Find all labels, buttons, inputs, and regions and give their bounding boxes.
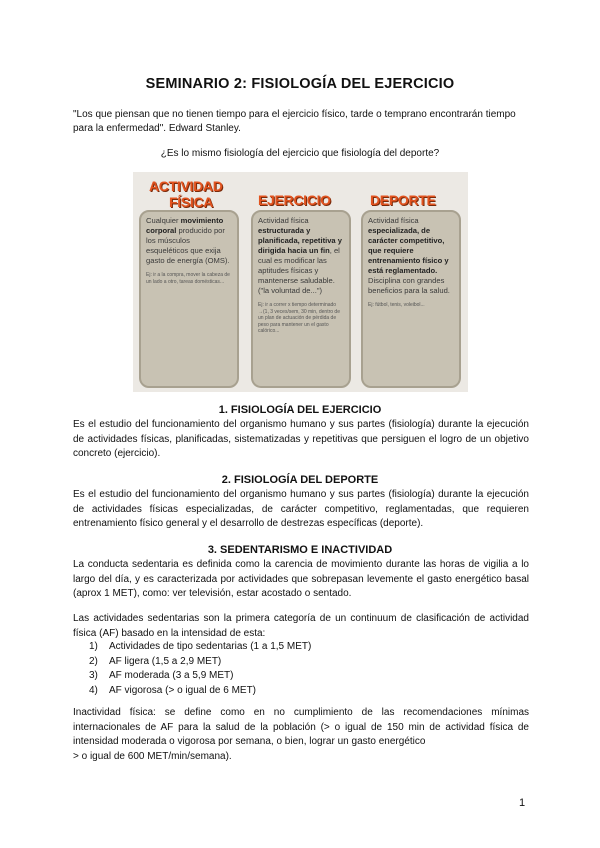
section-heading: 1. FISIOLOGÍA DEL EJERCICIO — [218, 404, 382, 416]
card-header-actividad: ACTIVIDAD — [149, 178, 223, 194]
section-heading: 2. FISIOLOGÍA DEL DEPORTE — [221, 474, 379, 486]
list-item: 2) AF ligera (1,5 a 2,9 MET) — [89, 655, 222, 667]
list-item: 1) Actividades de tipo sedentarias (1 a 1,5 MET) — [89, 641, 312, 652]
card-ejercicio — [251, 210, 351, 388]
card-example: Ej: fútbol, tenis, voleibol... — [368, 302, 425, 308]
af-intensity-list — [89, 640, 311, 698]
page-number: 1 — [519, 797, 526, 809]
card-header-deporte: DEPORTE — [370, 192, 436, 208]
list-item: 3) AF moderada (3 a 5,9 MET) — [89, 670, 234, 681]
list-item: 4) AF vigorosa (> o igual de 6 MET) — [89, 684, 257, 696]
section-text: La conducta sedentaria es definida como la carencia de movimiento durante las horas de vigilia a lo largo del día, y es caracterizada por actividades que sobrepasan levemente el gasto energético basal (aprox 1 MET), como: ver televisión, estar acostado o sentado. — [73, 559, 529, 599]
card-body: Cualquier movimiento corporal producido por los músculos esqueléticos que exija gasto de energía (OMS). — [146, 216, 230, 265]
card-example: Ej: ir a correr x tiempo determinado →(1, 3 veces/sem, 30 min, dentro de un plan de actuación de pérdida de peso para mantener un el gasto calórico... — [258, 302, 340, 334]
card-deporte — [361, 210, 461, 388]
card-header-fisica: FÍSICA — [169, 194, 214, 210]
opening-quote: "Los que piensan que no tienen tiempo para el ejercicio físico, tarde o temprano encontrarán tiempo para la enfermedad". Edward Stanley. — [73, 109, 516, 134]
section-heading: 3. SEDENTARISMO E INACTIVIDAD — [207, 544, 393, 556]
af-intro: Las actividades sedentarias son la primera categoría de un continuum de clasificación de actividad física (AF) basado en la intensidad de esta: — [73, 613, 529, 639]
document-title: SEMINARIO 2: FISIOLOGÍA DEL EJERCICIO — [145, 76, 455, 92]
card-body: Actividad física especializada, de carácter competitivo, que requiere entrenamiento físico y está reglamentado. Disciplina con grandes beneficios para la salud. — [368, 216, 450, 295]
inactividad-paragraph: Inactividad física: se define como en no cumplimiento de las recomendaciones mínimas internacionales de AF para la salud de la población (> o igual de 150 min de actividad física de intensidad moderada o vigorosa por semana, o bien, lograr un gasto energético > o igual de 600 MET/min/semana). — [73, 707, 529, 762]
card-actividad-fisica — [139, 210, 239, 388]
card-body: Actividad física estructurada y planificada, repetitiva y dirigida hacia un fin, el cual es modificar las aptitudes físicas y mantenerse saludable. ("la voluntad de...") — [258, 216, 342, 295]
guiding-question: ¿Es lo mismo fisiología del ejercicio que fisiología del deporte? — [160, 148, 440, 159]
section-text: Es el estudio del funcionamiento del organismo humano y sus partes (fisiología) durante la ejecución de actividades físicas especializadas, de carácter competitivo, reglamentadas, que requieren entrenamiento físico general y el desarrollo de destrezas específicas (deporte). — [73, 489, 529, 529]
activity-infographic — [133, 172, 468, 392]
section-text: Es el estudio del funcionamiento del organismo humano y sus partes (fisiología) durante la ejecución de actividades físicas, planificadas, sistematizadas y repetitivas que persiguen el logro de un objetivo concreto (ejercicio). — [73, 419, 529, 459]
card-header-ejercicio: EJERCICIO — [258, 192, 331, 208]
card-example: Ej: ir a la compra, mover la cabeza de un lado a otro, tareas domésticas... — [146, 272, 230, 285]
